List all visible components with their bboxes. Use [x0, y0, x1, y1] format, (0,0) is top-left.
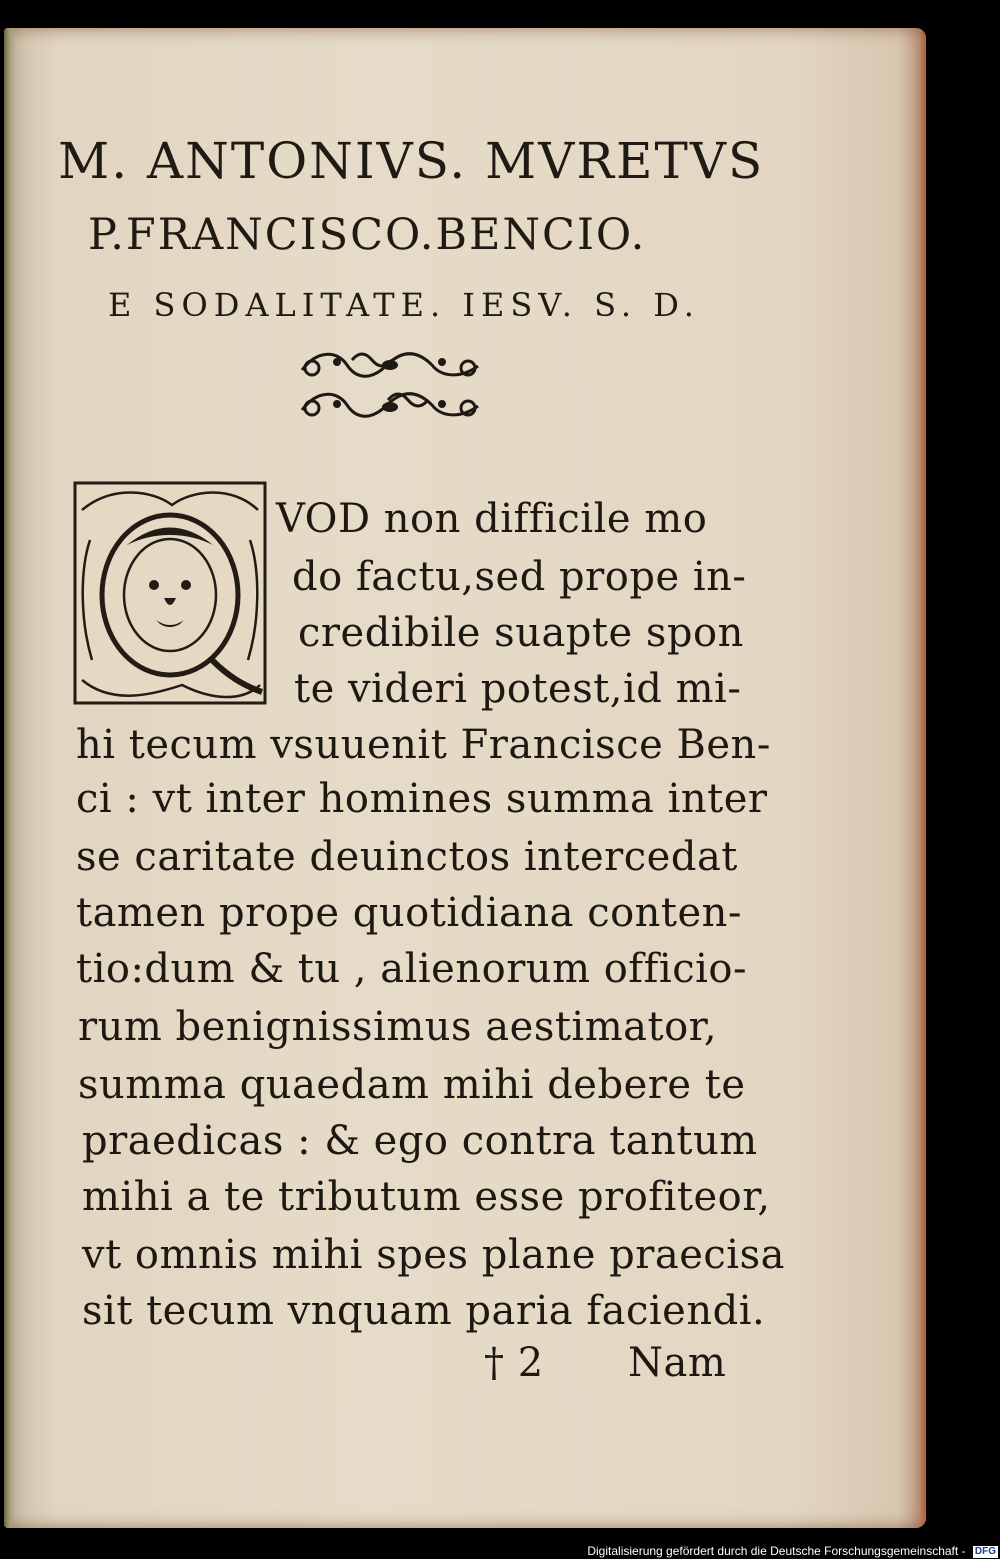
dfg-logo: DFG [974, 1545, 996, 1557]
credit-text: Digitalisierung gefördert durch die Deutsche Forschungsgemeinschaft - [587, 1544, 966, 1558]
digitization-credit [587, 1544, 998, 1558]
page-gutter-edge [4, 28, 14, 1528]
catchword: Nam [628, 1340, 727, 1386]
text-line: ci : vt inter homines summa inter [76, 776, 768, 822]
text-line: mihi a te tributum esse profiteor, [82, 1174, 771, 1220]
heading-recipient: P.FRANCISCO.BENCIO. [88, 210, 647, 260]
text-line: rum benignissimus aestimator, [78, 1004, 718, 1050]
book-page [4, 28, 926, 1528]
text-line: tio:dum & tu , alienorum officio- [76, 946, 747, 992]
text-line: vt omnis mihi spes plane praecisa [82, 1232, 785, 1278]
decorated-initial-q-icon [72, 480, 268, 706]
text-line: credibile suapte spon [298, 610, 744, 656]
text-line: te videri potest,id mi- [294, 666, 742, 712]
text-line: VOD non difficile mo [276, 496, 708, 542]
text-line: tamen prope quotidiana conten- [76, 890, 742, 936]
text-line: hi tecum vsuuenit Francisce Ben- [76, 722, 771, 768]
signature-mark: † 2 [484, 1340, 544, 1386]
text-line: se caritate deuinctos intercedat [76, 834, 738, 880]
heading-author: M. ANTONIVS. MVRETVS [58, 132, 765, 190]
fleuron-ornament-icon [292, 340, 488, 432]
text-line: do factu,sed prope in- [292, 554, 747, 600]
text-line: sit tecum vnquam paria faciendi. [82, 1288, 766, 1334]
text-line: summa quaedam mihi debere te [78, 1062, 746, 1108]
heading-salutation: E SODALITATE. IESV. S. D. [108, 286, 700, 324]
text-line: praedicas : & ego contra tantum [82, 1118, 758, 1164]
